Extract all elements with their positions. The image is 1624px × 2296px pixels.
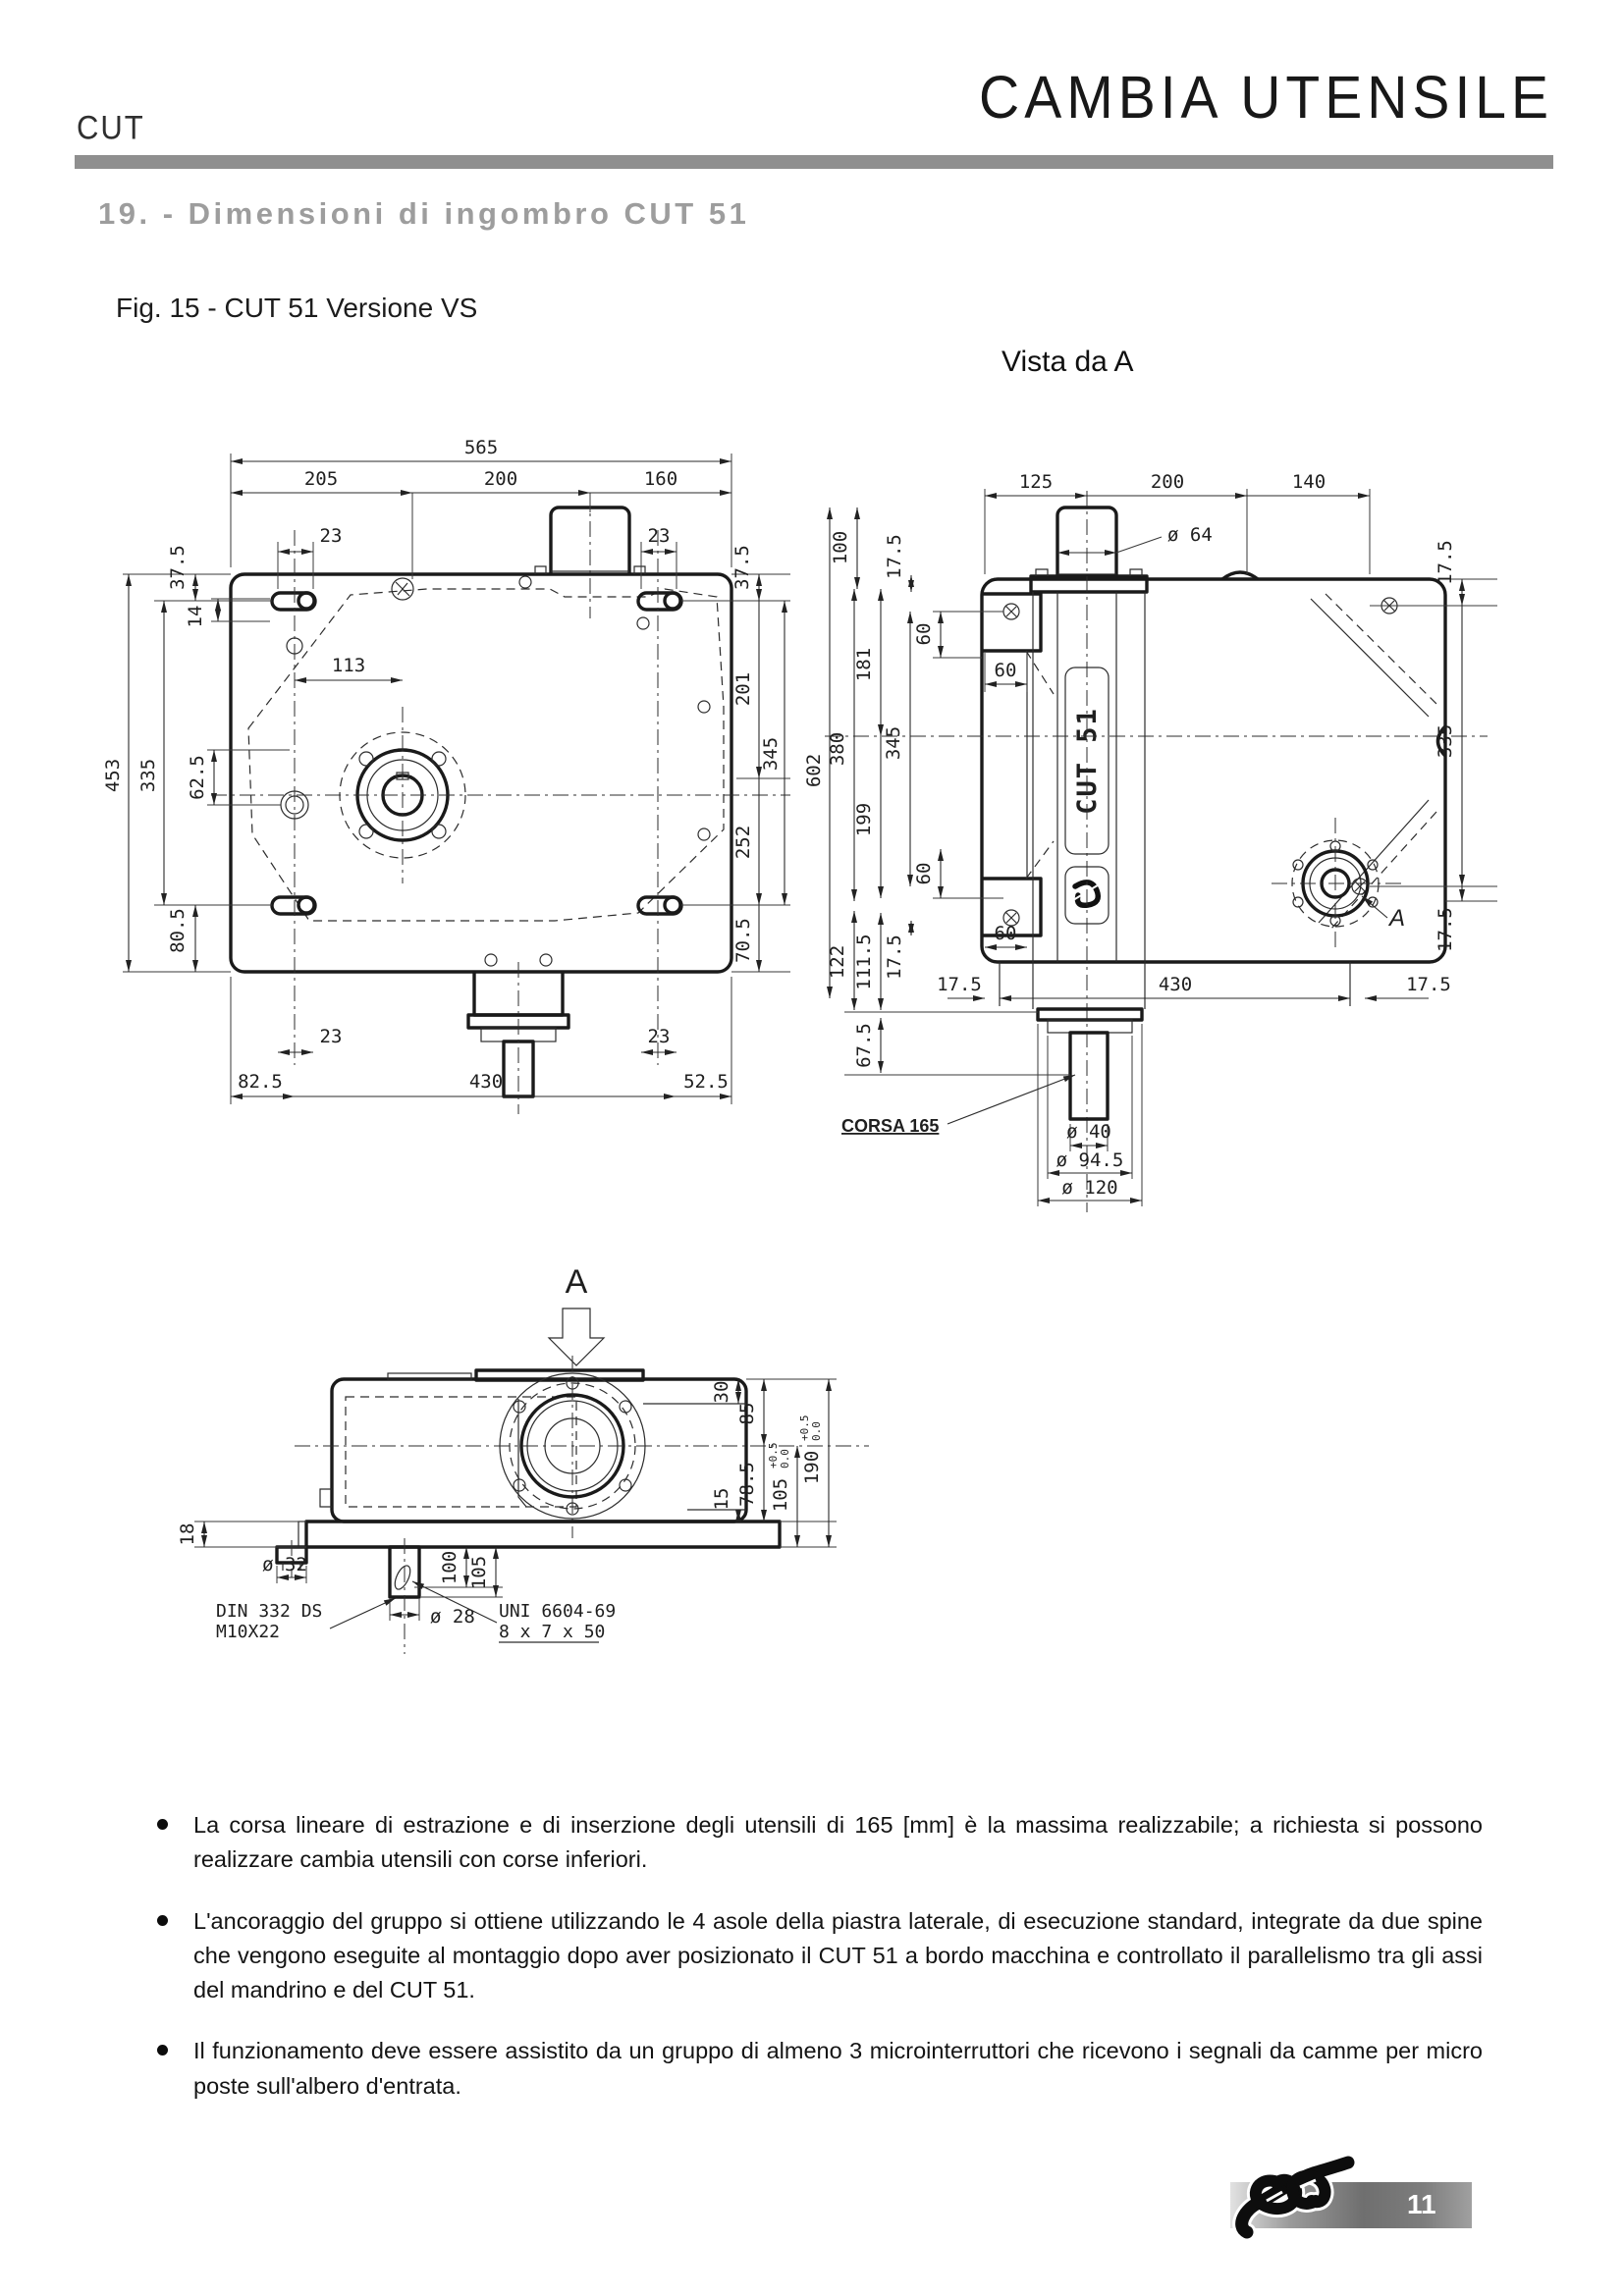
dim-label: 18	[177, 1522, 198, 1546]
note-text: L'ancoraggio del gruppo si ottiene utilizzando le 4 asole della piastra laterale, di esecuzione standard, integrate da due spine che vengono eseguite al montaggio dopo aver posizionato il CUT 51 a bordo macchina e controllato il parallelismo tra gli assi del mandrino e del CUT 51.	[193, 1907, 1483, 2002]
notes-list	[157, 1808, 1483, 2130]
dim-label: 100	[830, 530, 851, 565]
dim-label: 181	[853, 647, 875, 682]
note-text: La corsa lineare di estrazione e di inserzione degli utensili di 165 [mm] è la massima realizzabile; a richiesta si possono realizzare cambia utensili con corse inferiori.	[193, 1812, 1483, 1873]
page-number: 11	[1407, 2189, 1436, 2219]
dim-label: ø 94.5	[1056, 1149, 1124, 1171]
model-label: CUT 51	[1072, 707, 1103, 815]
dim-label: 200	[483, 468, 518, 490]
dim-label: 60	[913, 862, 935, 885]
dim-label: 105	[468, 1555, 490, 1590]
dim-label: ø 120	[1061, 1177, 1118, 1199]
dim-label: 37.5	[167, 545, 189, 590]
dim-label: 17.5	[1406, 974, 1451, 995]
dim-label: 200	[1150, 471, 1185, 493]
dim-label: 14	[185, 605, 206, 628]
svg-text:+0.5: +0.5	[767, 1442, 780, 1468]
dim-190-tol	[798, 1415, 823, 1485]
svg-text:+0.5: +0.5	[798, 1415, 811, 1441]
dim-label: 199	[853, 802, 875, 837]
dim-label: 17.5	[884, 934, 905, 980]
dim-label: 17.5	[884, 534, 905, 579]
din-note-line2: M10X22	[216, 1622, 281, 1642]
front-view-drawing	[102, 285, 790, 1093]
corsa-note: CORSA 165	[841, 1116, 940, 1136]
svg-text:0.0: 0.0	[779, 1449, 791, 1468]
dim-label: 345	[883, 725, 904, 761]
note-text: Il funzionamento deve essere assistito da un gruppo di almeno 3 microinterruttori che ricevono i segnali da camme per micro poste sull'albero d'entrata.	[193, 2038, 1483, 2099]
view-direction-arrow-icon	[549, 1308, 604, 1365]
section-view-dimensions	[177, 1379, 837, 1642]
bullet-icon	[157, 2045, 168, 2056]
dim-label: 100	[439, 1550, 460, 1585]
dim-label: 201	[732, 671, 754, 707]
product-code: CUT	[77, 108, 145, 147]
dim-label: 60	[994, 660, 1017, 681]
dim-label: 62.5	[187, 755, 208, 800]
view-a-drawing	[800, 388, 1546, 1222]
front-view-dimensions	[102, 437, 790, 1104]
front-view-body	[211, 493, 790, 1114]
dim-label: 82.5	[238, 1071, 283, 1093]
view-arrow-label: A	[565, 1263, 588, 1301]
dim-label: 380	[827, 731, 848, 767]
dim-label: 565	[463, 437, 499, 458]
dim-label: 60	[913, 622, 935, 646]
list-item	[157, 1808, 1483, 1878]
dim-label: 30	[711, 1380, 732, 1404]
din-note-line1: DIN 332 DS	[216, 1601, 323, 1622]
dim-label: ø 32	[262, 1554, 307, 1575]
bullet-icon	[157, 1819, 168, 1830]
uni-note-line1: UNI 6604-69	[499, 1601, 617, 1622]
dim-label: 17.5	[1435, 907, 1456, 952]
page-title: CAMBIA UTENSILE	[979, 64, 1553, 133]
dim-label: 52.5	[683, 1071, 729, 1093]
section-arrow-label: A	[1389, 905, 1406, 932]
view-a-label: Vista da A	[1001, 346, 1134, 378]
header-rule	[75, 155, 1553, 169]
svg-text:0.0: 0.0	[810, 1421, 823, 1441]
dim-label: 67.5	[853, 1023, 875, 1068]
dim-label: 430	[1158, 974, 1193, 995]
dim-label: ø 28	[430, 1606, 475, 1628]
brand-knot-logo	[1233, 2148, 1356, 2251]
dim-label: 160	[643, 468, 678, 490]
dim-label: 70.5	[732, 918, 754, 963]
section-view-drawing	[137, 1232, 893, 1693]
dim-label: 140	[1291, 471, 1326, 493]
dim-label: 252	[732, 825, 754, 860]
dim-label: 113	[331, 655, 366, 676]
dim-label: ø 40	[1066, 1121, 1111, 1143]
dim-label: 453	[102, 758, 124, 793]
dim-label: 125	[1018, 471, 1054, 493]
dim-label: 205	[303, 468, 339, 490]
dim-105-tol	[767, 1443, 791, 1513]
bullet-icon	[157, 1915, 168, 1926]
dim-label: 23	[647, 1026, 671, 1047]
dim-label: 122	[827, 944, 848, 980]
dim-label: 111.5	[853, 934, 875, 990]
view-a-bearing	[1272, 818, 1401, 949]
dim-label: 78.5	[736, 1462, 758, 1507]
dim-label: 23	[647, 525, 671, 547]
uni-note-line2: 8 x 7 x 50	[499, 1622, 606, 1642]
list-item	[157, 2034, 1483, 2104]
dim-label: 23	[319, 1026, 343, 1047]
section-title: 19. - Dimensioni di ingombro CUT 51	[98, 196, 750, 231]
dim-label: 85	[736, 1402, 758, 1425]
view-a-body	[825, 491, 1488, 1212]
dim-label: ø 64	[1167, 524, 1213, 546]
dim-label: 345	[760, 736, 782, 772]
dim-label: 335	[1435, 723, 1456, 759]
svg-text:190: 190	[801, 1450, 823, 1485]
dim-label: 602	[803, 753, 825, 788]
output-shaft	[390, 1538, 419, 1654]
dim-label: 80.5	[167, 908, 189, 953]
dim-label: 17.5	[937, 974, 982, 995]
dim-label: 335	[137, 758, 159, 793]
svg-text:105: 105	[770, 1477, 791, 1513]
dim-label: 15	[711, 1487, 732, 1511]
dim-label: 430	[468, 1071, 504, 1093]
dim-label: 60	[994, 923, 1017, 944]
figure-caption: Fig. 15 - CUT 51 Versione VS	[116, 293, 478, 323]
dim-label: 17.5	[1435, 540, 1456, 585]
list-item	[157, 1904, 1483, 2008]
dim-label: 37.5	[731, 545, 753, 590]
dim-label: 23	[319, 525, 343, 547]
